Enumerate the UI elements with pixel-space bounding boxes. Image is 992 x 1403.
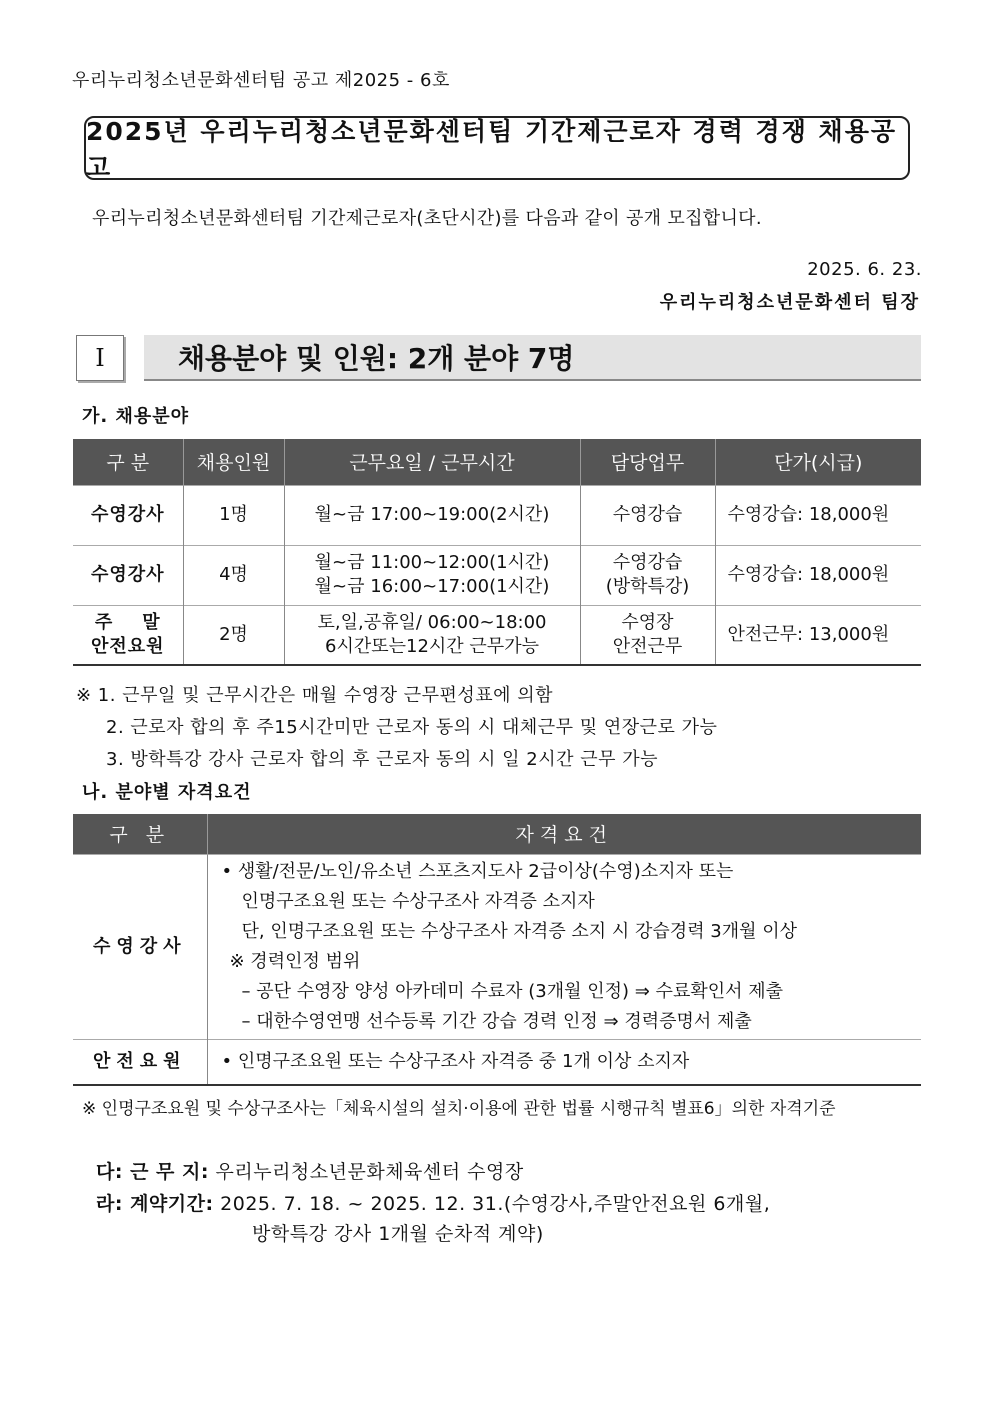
contract-line <box>96 1189 770 1216</box>
requirement-line: ※ 경력인정 범위 <box>229 950 361 972</box>
issuer: 우리누리청소년문화센터 팀장 <box>659 292 920 313</box>
duty-line: (방학특강) <box>605 576 690 597</box>
column-header: 담당업무 <box>580 439 715 485</box>
contract-value: 2025. 7. 18. ~ 2025. 12. 31.(수영강사,주말안전요원 6개월, <box>220 1193 771 1215</box>
time-line: 월~금 11:00~12:00(1시간) <box>314 552 550 573</box>
time-line: 6시간또는12시간 근무가능 <box>325 635 539 657</box>
contract-label: 라: 계약기간: <box>96 1193 214 1215</box>
requirement-line: • 인명구조요원 또는 수상구조사 자격증 중 1개 이상 소지자 <box>221 1050 690 1072</box>
fields-heading: 가. 채용분야 <box>82 406 190 427</box>
duty-cell <box>580 605 715 665</box>
note-item: 2. 근로자 합의 후 주15시간미만 근로자 동의 시 대체근무 및 연장근로 가능 <box>106 717 718 738</box>
column-header: 채용인원 <box>183 439 284 485</box>
requirement-line: 인명구조요원 또는 수상구조사 자격증 소지자 <box>241 890 595 912</box>
notice-date: 2025. 6. 23. <box>807 259 922 280</box>
qualifications-heading: 나. 분야별 자격요건 <box>82 782 252 803</box>
workplace-label: 다: 근 무 지: <box>96 1161 209 1183</box>
fields-table <box>73 439 921 666</box>
column-header: 근무요일 / 근무시간 <box>284 439 580 485</box>
title-box <box>84 116 910 180</box>
section-title: 채용분야 및 인원: 2개 분야 7명 <box>178 342 575 375</box>
requirement-cell <box>207 854 921 1039</box>
duty-cell: 수영강습 <box>580 485 715 545</box>
requirement-line: • 생활/전문/노인/유소년 스포츠지도사 2급이상(수영)소지자 또는 <box>221 860 734 882</box>
contract-line-2: 방학특강 강사 1개월 순차적 계약) <box>252 1223 544 1245</box>
duty-line: 안전근무 <box>612 635 683 657</box>
duty-line: 수영장 <box>621 611 674 633</box>
duty-line: 수영강습 <box>612 552 683 573</box>
column-header: 구 분 <box>73 814 207 854</box>
time-line: 월~금 16:00~17:00(1시간) <box>314 576 550 597</box>
table-header-row <box>73 439 921 485</box>
requirement-line: – 대한수영연맹 선수등록 기간 강습 경력 인정 ⇒ 경력증명서 제출 <box>241 1010 752 1032</box>
wage-cell: 수영강습: 18,000원 <box>715 545 921 605</box>
table-row <box>73 1039 921 1085</box>
section-bar <box>144 335 921 381</box>
notes <box>76 680 717 776</box>
category-cell: 수영강사 <box>73 854 207 1039</box>
table-header-row <box>73 814 921 854</box>
note-item: ※ 1. 근무일 및 근무시간은 매월 수영장 근무편성표에 의함 <box>76 685 554 706</box>
wage-cell: 안전근무: 13,000원 <box>715 605 921 665</box>
table-row <box>73 605 921 665</box>
category-line: 주 말 <box>94 611 161 633</box>
count-cell: 1명 <box>183 485 284 545</box>
column-header: 자격요건 <box>207 814 921 854</box>
table-row <box>73 545 921 605</box>
notice-number: 우리누리청소년문화센터팀 공고 제2025 - 6호 <box>72 70 450 91</box>
duty-cell <box>580 545 715 605</box>
column-header: 구 분 <box>73 439 183 485</box>
note-item: 3. 방학특강 강사 근로자 합의 후 근로자 동의 시 일 2시간 근무 가능 <box>106 749 658 770</box>
workplace-value: 우리누리청소년문화체육센터 수영장 <box>215 1161 524 1183</box>
time-cell <box>284 545 580 605</box>
section-number: Ⅰ <box>76 335 124 381</box>
count-cell: 2명 <box>183 605 284 665</box>
table-row <box>73 854 921 1039</box>
category-cell <box>73 605 183 665</box>
column-header: 단가(시급) <box>715 439 921 485</box>
category-line: 안전요원 <box>90 635 165 657</box>
time-cell: 월~금 17:00~19:00(2시간) <box>284 485 580 545</box>
footnote: ※ 인명구조요원 및 수상구조사는「체육시설의 설치·이용에 관한 법률 시행규칙 별표6」의한 자격기준 <box>82 1099 836 1119</box>
workplace-line <box>96 1157 524 1184</box>
requirement-line: 단, 인명구조요원 또는 수상구조사 자격증 소지 시 강습경력 3개월 이상 <box>241 920 798 942</box>
page-title: 2025년 우리누리청소년문화센터팀 기간제근로자 경력 경쟁 채용공고 <box>86 117 898 182</box>
category-cell: 안전요원 <box>73 1039 207 1085</box>
intro-text: 우리누리청소년문화센터팀 기간제근로자(초단시간)를 다음과 같이 공개 모집합니다. <box>92 208 762 229</box>
time-line: 토,일,공휴일/ 06:00~18:00 <box>317 611 547 633</box>
category-cell: 수영강사 <box>73 485 183 545</box>
time-cell <box>284 605 580 665</box>
table-row <box>73 485 921 545</box>
wage-cell: 수영강습: 18,000원 <box>715 485 921 545</box>
qualifications-table <box>73 814 921 1086</box>
count-cell: 4명 <box>183 545 284 605</box>
requirement-line: – 공단 수영장 양성 아카데미 수료자 (3개월 인정) ⇒ 수료확인서 제출 <box>241 980 783 1002</box>
category-cell: 수영강사 <box>73 545 183 605</box>
requirement-cell <box>207 1039 921 1085</box>
